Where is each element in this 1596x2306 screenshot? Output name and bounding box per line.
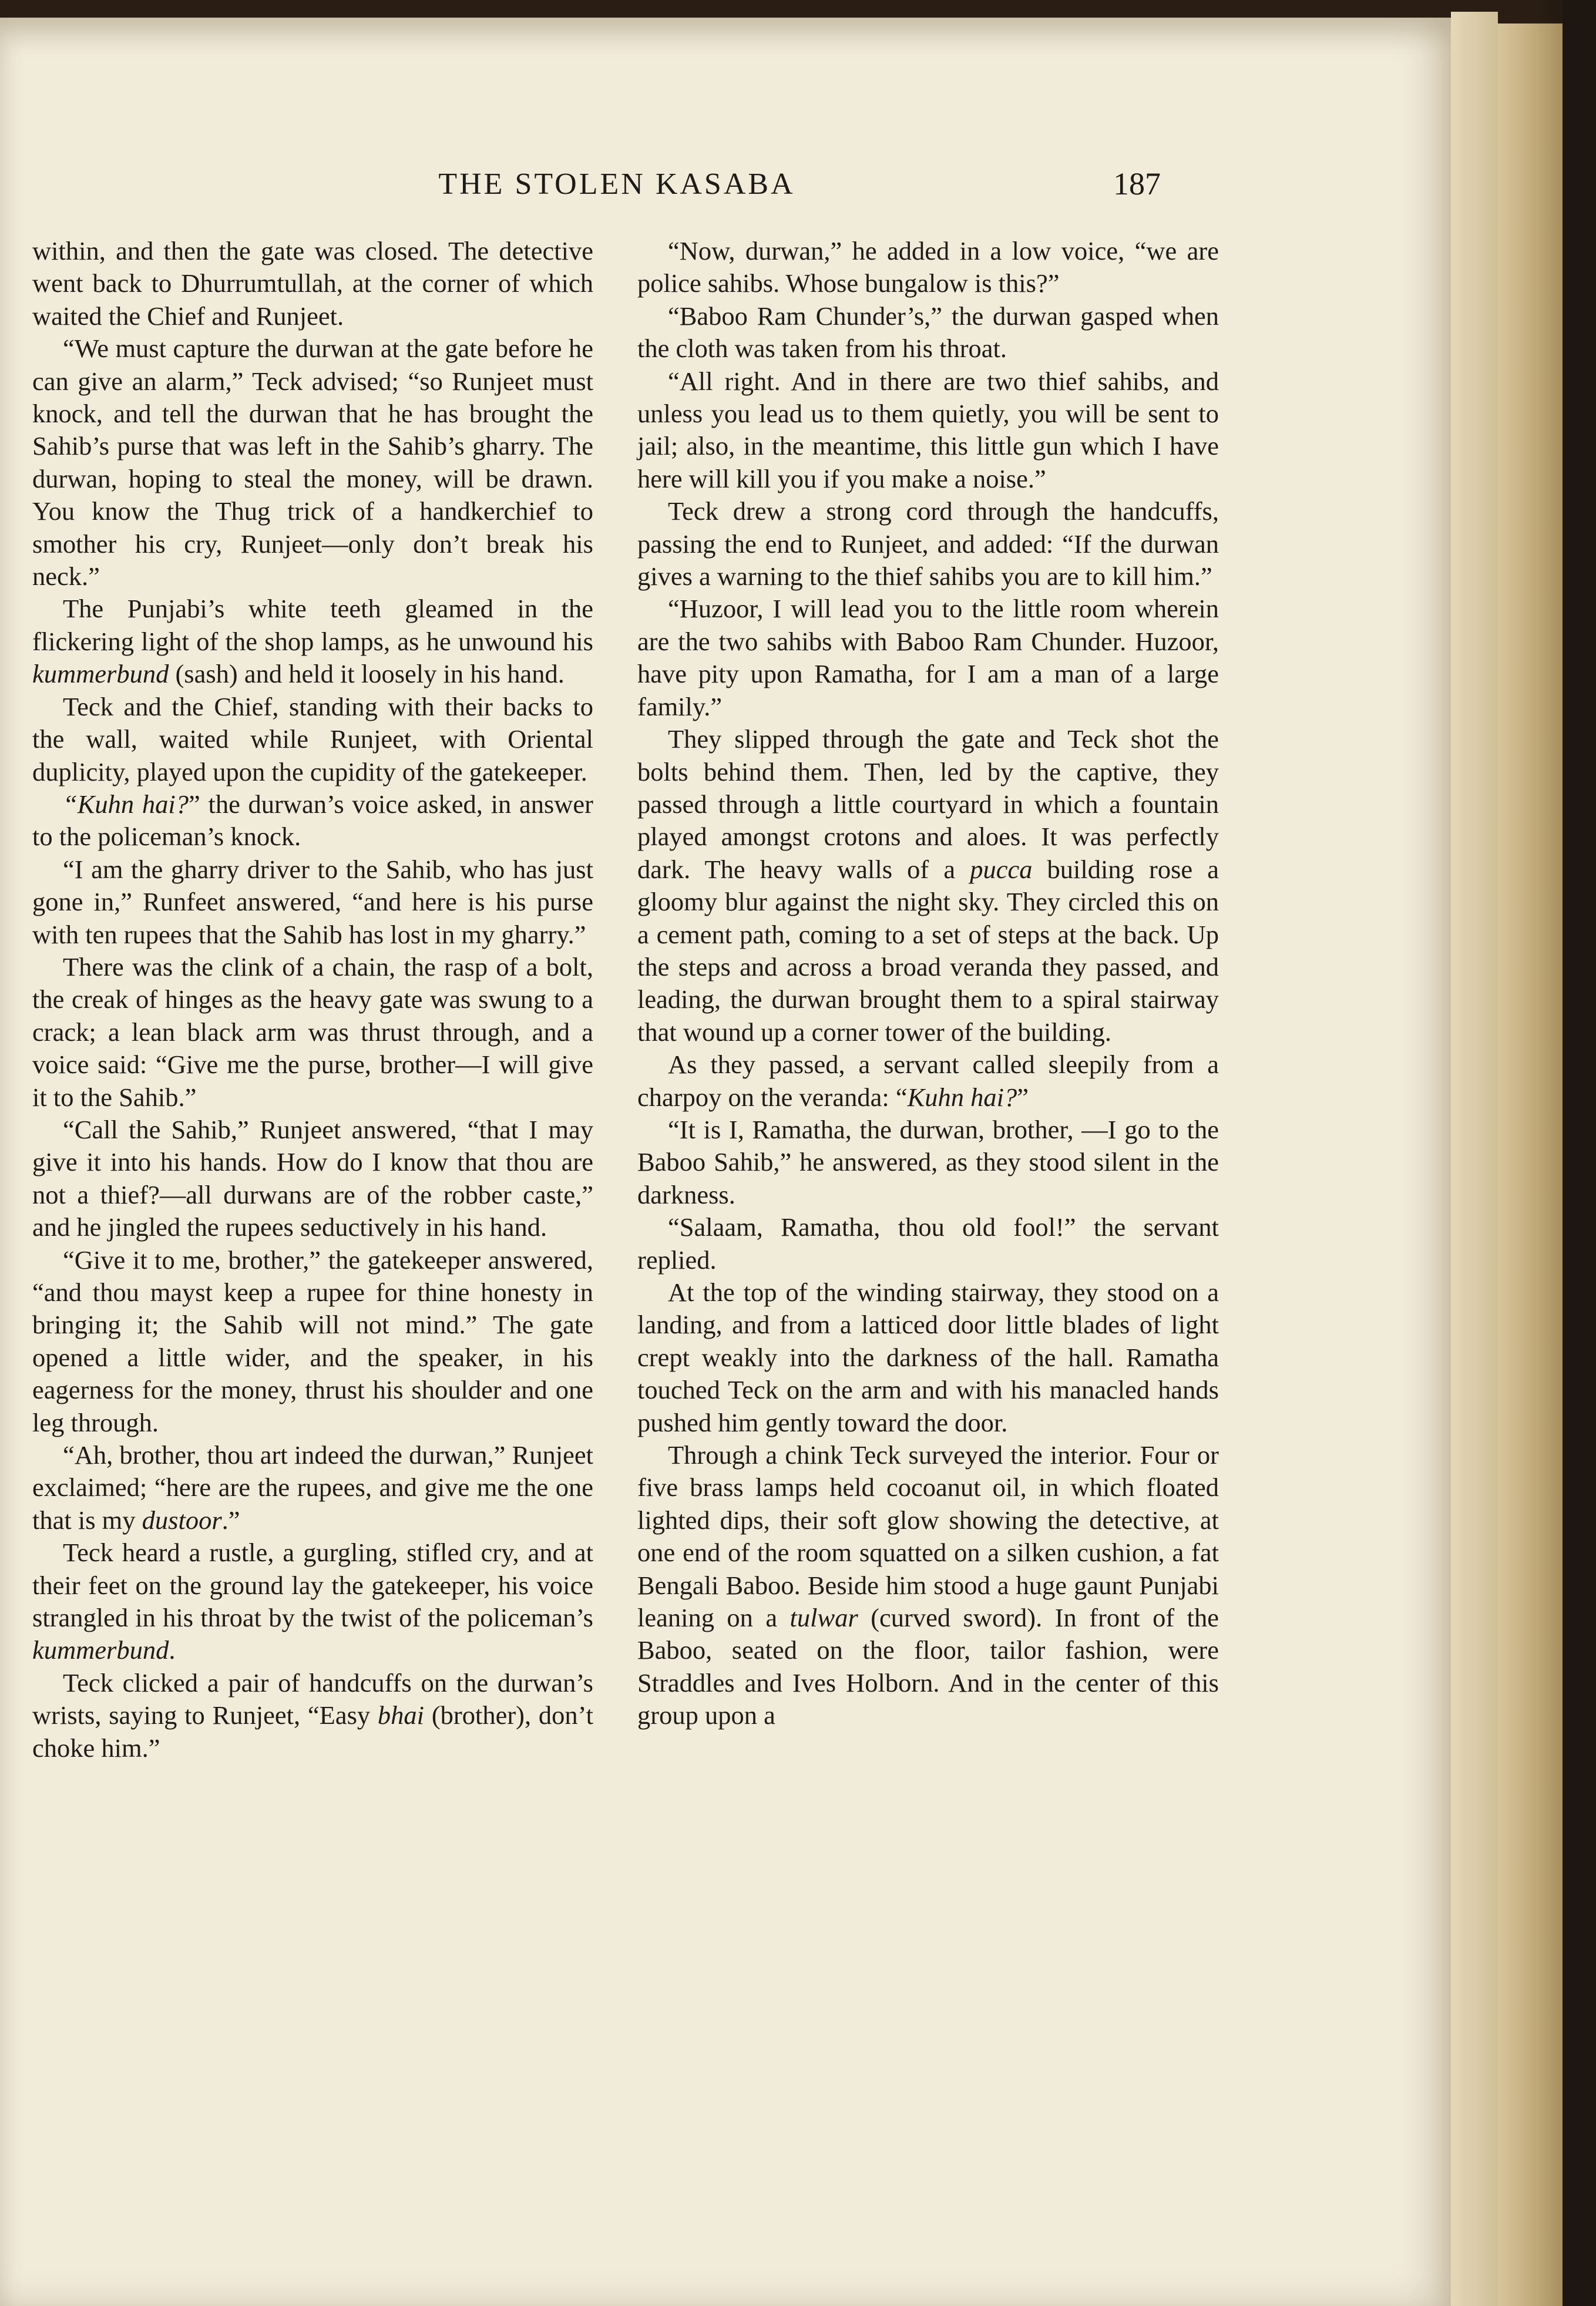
running-header xyxy=(0,157,1451,210)
italic-term: tulwar xyxy=(789,1603,858,1633)
paragraph: Teck drew a strong cord through the handcuffs, passing the end to Runjeet, and added: “If the durwan gives a warning to the thief sahibs you are to kill him.” xyxy=(637,496,1219,591)
italic-term: pucca xyxy=(970,854,1033,884)
page-number: 187 xyxy=(1113,166,1161,201)
paragraph: Teck clicked a pair of handcuffs on the durwan’s wrists, saying to Runjeet, “Easy bhai (brother), don’t choke him.” xyxy=(32,1668,593,1763)
italic-term: Kuhn hai? xyxy=(907,1082,1017,1112)
paragraph: “Kuhn hai?” the durwan’s voice asked, in answer to the policeman’s knock. xyxy=(32,789,593,852)
paragraph: “Huzoor, I will lead you to the little room wherein are the two sahibs with Baboo Ram Chunder. Huzoor, have pity upon Ramatha, for I am a man of a large family.” xyxy=(637,594,1219,721)
italic-term: kummerbund xyxy=(32,1635,169,1665)
paragraph: “Give it to me, brother,” the gatekeeper answered, “and thou mayst keep a rupee for thine honesty in bringing it; the Sahib will not mind.” The gate opened a little wider, and the speaker, in his eagerness for the money, thrust his shoulder and one leg through. xyxy=(32,1245,593,1437)
paragraph: “Baboo Ram Chunder’s,” the durwan gasped when the cloth was taken from his throat. xyxy=(637,301,1219,364)
page-edges-outer xyxy=(1498,23,1563,2306)
paragraph: “Now, durwan,” he added in a low voice, “we are police sahibs. Whose bungalow is this?” xyxy=(637,236,1219,298)
italic-term: dustoor xyxy=(142,1505,222,1535)
page-edges xyxy=(1451,12,1498,2306)
paragraph: “Ah, brother, thou art indeed the durwan,” Runjeet exclaimed; “here are the rupees, and give me the one that is my dustoor.” xyxy=(32,1440,593,1535)
paragraph: The Punjabi’s white teeth gleamed in the flickering light of the shop lamps, as he unwound his kummerbund (sash) and held it loosely in his hand. xyxy=(32,594,593,689)
running-title: THE STOLEN KASABA xyxy=(438,167,795,201)
paragraph: Teck and the Chief, standing with their backs to the wall, waited while Runjeet, with Oriental duplicity, played upon the cupidity of the gatekeeper. xyxy=(32,691,593,786)
paragraph: “Call the Sahib,” Runjeet answered, “that I may give it into his hands. How do I know that thou are not a thief?—all durwans are of the robber caste,” and he jingled the rupees seductively in his hand. xyxy=(32,1114,593,1242)
paragraph: There was the clink of a chain, the rasp of a bolt, the creak of hinges as the heavy gate was swung to a crack; a lean black arm was thrust through, and a voice said: “Give me the purse, brother—I will give it to the Sahib.” xyxy=(32,952,593,1112)
paragraph: “We must capture the durwan at the gate before he can give an alarm,” Teck advised; “so Runjeet must knock, and tell the durwan that he has brought the Sahib’s purse that was left in the Sahib’s gharry. The durwan, hoping to steal the money, will be drawn. You know the Thug trick of a handkerchief to smother his cry, Runjeet—only don’t break his neck.” xyxy=(32,334,593,591)
paragraph: At the top of the winding stairway, they stood on a landing, and from a latticed door little blades of light crept weakly into the darkness of the hall. Ramatha touched Teck on the arm and with his manacled hands pushed him gently toward the door. xyxy=(637,1278,1219,1437)
paragraph: Through a chink Teck surveyed the interior. Four or five brass lamps held cocoanut oil, in which floated lighted dips, their soft glow showing the detective, at one end of the room squatted on a silken cushion, a fat Bengali Baboo. Beside him stood a huge gaunt Punjabi leaning on a tulwar (curved sword). In front of the Baboo, seated on the floor, tailor fashion, were Straddles and Ives Holborn. And in the center of this group upon a xyxy=(637,1440,1219,1730)
italic-term: kummerbund xyxy=(32,659,169,689)
right-column xyxy=(637,235,1219,1732)
paragraph: “I am the gharry driver to the Sahib, who has just gone in,” Runfeet answered, “and here is his purse with ten rupees that the Sahib has lost in my gharry.” xyxy=(32,854,593,949)
book-binding xyxy=(1563,0,1596,2306)
italic-term: bhai xyxy=(377,1700,425,1730)
paragraph: “Salaam, Ramatha, thou old fool!” the servant replied. xyxy=(637,1212,1219,1275)
italic-term: “Kuhn hai? xyxy=(63,789,189,819)
paragraph: “It is I, Ramatha, the durwan, brother, —I go to the Baboo Sahib,” he answered, as they stood silent in the darkness. xyxy=(637,1114,1219,1209)
paragraph: Teck heard a rustle, a gurgling, stifled cry, and at their feet on the ground lay the gatekeeper, his voice strangled in his throat by the twist of the policeman’s kummerbund. xyxy=(32,1538,593,1665)
left-column xyxy=(32,235,593,1764)
paragraph: They slipped through the gate and Teck shot the bolts behind them. Then, led by the captive, they passed through a little courtyard in which a fountain played amongst crotons and aloes. It was perfectly dark. The heavy walls of a pucca building rose a gloomy blur against the night sky. They circled this on a cement path, coming to a set of steps at the back. Up the steps and across a broad veranda they passed, and leading, the durwan brought them to a spiral stairway that wound up a corner tower of the building. xyxy=(637,724,1219,1047)
paragraph: As they passed, a servant called sleepily from a charpoy on the veranda: “Kuhn hai?” xyxy=(637,1050,1219,1112)
paragraph: within, and then the gate was closed. The detective went back to Dhurrumtullah, at the corner of which waited the Chief and Runjeet. xyxy=(32,236,593,331)
paragraph: “All right. And in there are two thief sahibs, and unless you lead us to them quietly, you will be sent to jail; also, in the meantime, this little gun which I have here will kill you if you make a noise.” xyxy=(637,366,1219,493)
